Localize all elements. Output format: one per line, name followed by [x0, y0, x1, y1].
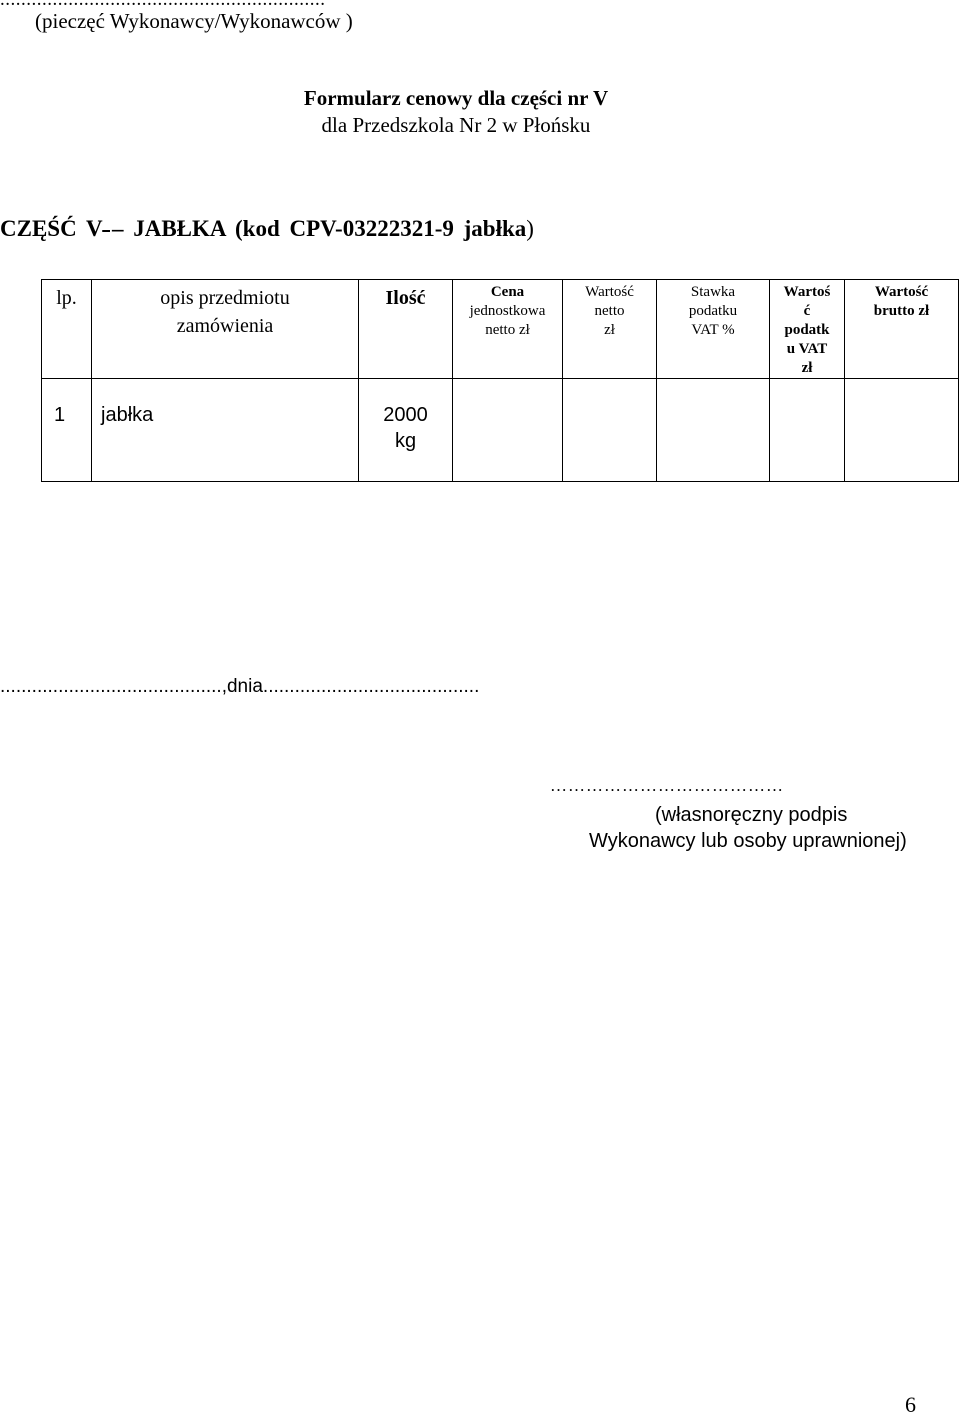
- part-heading: [0, 216, 534, 242]
- header-description: opis przedmiotu zamówienia: [92, 280, 359, 379]
- header-gross-value: Wartość brutto zł: [845, 280, 959, 379]
- form-title: Formularz cenowy dla części nr V: [303, 86, 609, 110]
- row-lp: 1: [42, 379, 92, 482]
- form-subtitle: dla Przedszkola Nr 2 w Płońsku: [321, 113, 591, 137]
- header-unit-price: Cena jednostkowa netto zł: [453, 280, 563, 379]
- header-vat-value: Wartoś ć podatk u VAT zł: [770, 280, 845, 379]
- part-dash: –: [102, 216, 124, 241]
- table-row: [42, 379, 959, 482]
- header-quantity: Ilość: [359, 280, 453, 379]
- row-net-value: [563, 379, 657, 482]
- stamp-label: (pieczęć Wykonawcy/Wykonawców ): [35, 9, 353, 33]
- table-header-row: [42, 280, 959, 379]
- header-vat-rate: Stawka podatku VAT %: [657, 280, 770, 379]
- price-table: [41, 279, 959, 482]
- row-quantity: 2000 kg: [359, 379, 453, 482]
- page-number: 6: [905, 1392, 916, 1417]
- row-description: jabłka: [92, 379, 359, 482]
- header-net-value: Wartość netto zł: [563, 280, 657, 379]
- part-rest: JABŁKA (kod CPV-03222321-9 jabłka: [123, 216, 527, 241]
- signature-label-line2: Wykonawcy lub osoby uprawnionej): [589, 830, 907, 852]
- row-unit-price: [453, 379, 563, 482]
- header-lp: lp.: [42, 280, 92, 379]
- row-vat-rate: [657, 379, 770, 482]
- row-gross-value: [845, 379, 959, 482]
- signature-dotted-line: …………………………………: [550, 776, 784, 795]
- date-line: ..........................................,dnia.........................................: [0, 676, 480, 697]
- part-close: ): [526, 216, 534, 241]
- part-prefix: CZĘŚĆ V: [0, 216, 103, 241]
- row-vat-value: [770, 379, 845, 482]
- signature-label-line1: (własnoręczny podpis: [655, 804, 848, 826]
